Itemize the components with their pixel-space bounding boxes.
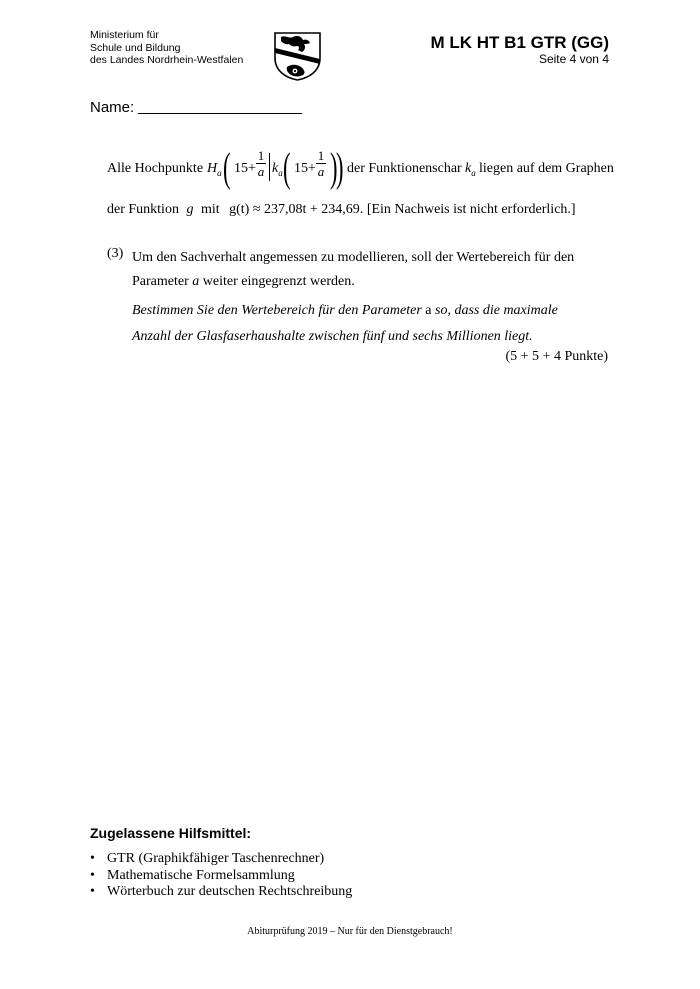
task-text xyxy=(132,246,602,294)
aids-item: • Wörterbuch zur deutschen Rechtschreibung xyxy=(90,884,353,899)
instruction-line: Bestimmen Sie den Wertebereich für den Parameter a so, dass die maximale xyxy=(132,303,558,318)
aids-list xyxy=(90,851,352,901)
footer: Abiturprüfung 2019 – Nur für den Dienstgebrauch! xyxy=(247,926,453,937)
point-symbol: $H_a$ xyxy=(207,161,222,178)
paren-close-inner: ) xyxy=(330,144,338,190)
name-label: Name: xyxy=(90,99,135,116)
separator-bar xyxy=(269,153,270,181)
task-text-line: Parameter a weiter eingegrenzt werden. xyxy=(132,274,355,289)
instruction-line: Anzahl der Glasfaserhaushalte zwischen fünf und sechs Millionen liegt. xyxy=(132,329,533,344)
ministry-line: des Landes Nordrhein-Westfalen xyxy=(90,54,244,66)
statement-line-1 xyxy=(107,145,617,193)
ministry-line: Schule und Bildung xyxy=(90,41,181,54)
term-right: 15+ xyxy=(294,161,316,176)
k-family-symbol: $k_a$ xyxy=(465,161,476,178)
fraction: $\frac{1}{a}$ xyxy=(257,148,265,179)
name-field xyxy=(90,99,302,116)
paren-open-inner: ( xyxy=(283,144,291,190)
g-symbol: g xyxy=(186,202,194,217)
fraction-inner: $\frac{1}{a}$ xyxy=(317,148,325,179)
instruction-var: a xyxy=(425,303,432,318)
mit-word: mit xyxy=(200,202,220,217)
statement-prefix: Alle Hochpunkte xyxy=(107,161,204,176)
paren-open: ( xyxy=(223,144,231,190)
parameter-a: a xyxy=(192,274,200,289)
statement-mid: der Funktionenschar xyxy=(347,161,462,176)
g-expression: g(t) ≈ 237,08t + 234,69 xyxy=(229,202,360,217)
aids-title: Zugelassene Hilfsmittel: xyxy=(90,825,252,841)
exam-code: M LK HT B1 GTR (GG) xyxy=(430,33,609,52)
aids-item: • GTR (Graphikfähiger Taschenrechner) xyxy=(90,851,325,866)
ministry-line: Ministerium für xyxy=(90,29,159,41)
task-text-line: Um den Sachverhalt angemessen zu modellieren, soll der Wertebereich für den xyxy=(132,250,575,265)
statement-suffix: liegen auf dem Graphen xyxy=(479,161,614,176)
statement-line-2 xyxy=(107,202,576,218)
points: (5 + 5 + 4 Punkte) xyxy=(505,349,608,364)
line2-suffix: . [Ein Nachweis ist nicht erforderlich.] xyxy=(359,202,576,217)
aids-item: • Mathematische Formelsammlung xyxy=(90,867,295,883)
nrw-crest-icon xyxy=(273,31,322,81)
paren-close: ) xyxy=(336,144,344,190)
k-symbol: $k_a$ xyxy=(272,161,283,178)
task-number: (3) xyxy=(107,246,124,261)
ministry-name xyxy=(90,29,243,67)
term-left: 15+ xyxy=(234,161,256,176)
page-info: Seite 4 von 4 xyxy=(538,52,609,66)
name-blank-line xyxy=(138,99,302,114)
task-instruction xyxy=(132,298,612,350)
line2-prefix: der Funktion xyxy=(107,202,179,217)
